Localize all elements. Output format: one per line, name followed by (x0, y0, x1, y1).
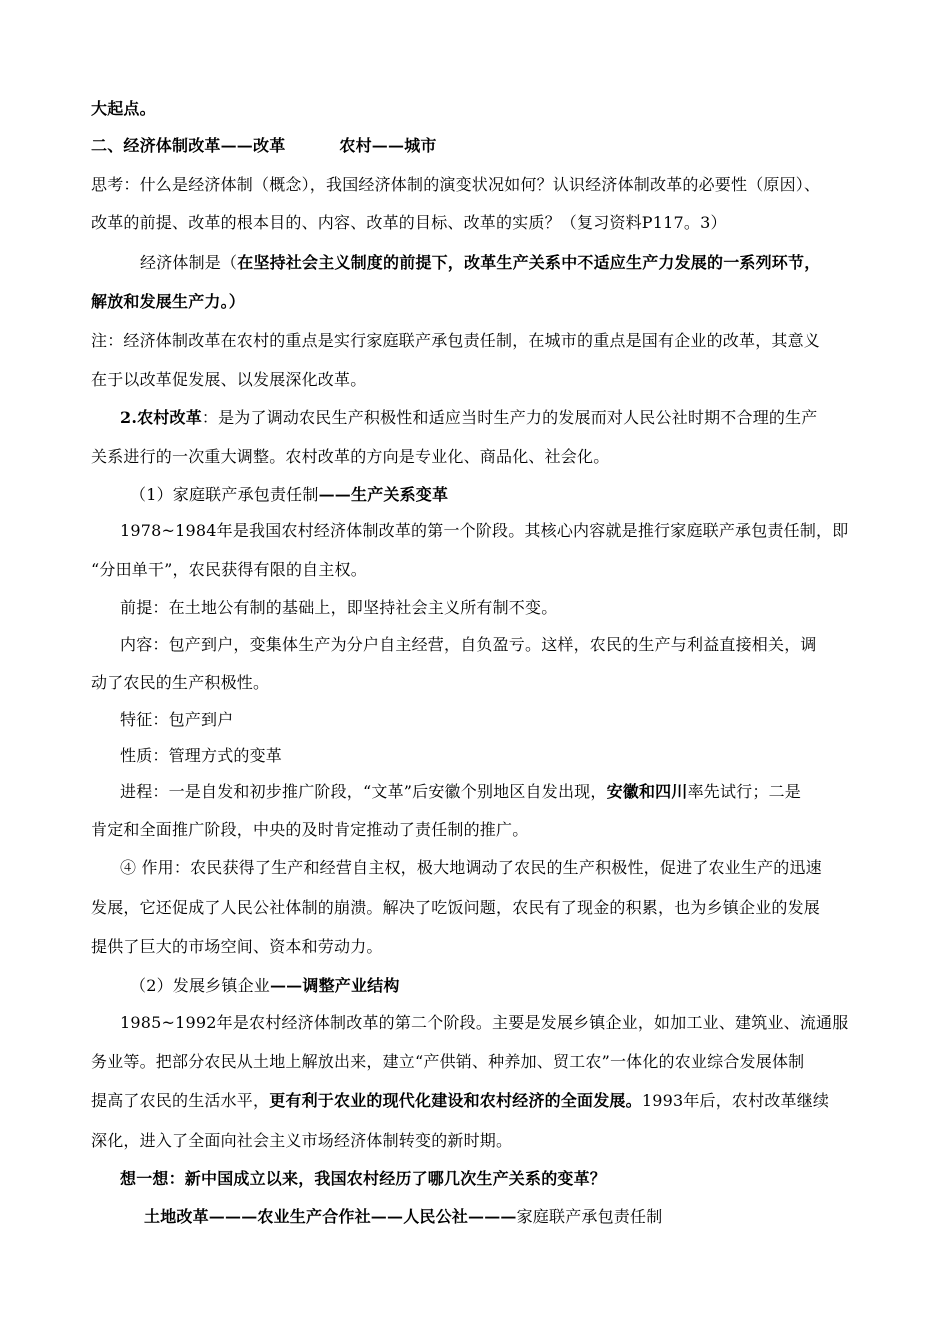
text-run: ：是为了调动农民生产积极性和适应当时生产力的发展而对人民公社时期不合理的生产 (201, 408, 818, 427)
text-run: 进程：一是自发和初步推广阶段，“文革”后安徽个别地区自发出现， (120, 782, 607, 801)
text-line: 前提：在土地公有制的基础上，即坚持社会主义所有制不变。 (120, 598, 558, 617)
text-line: 内容：包产到户，变集体生产为分户自主经营，自负盈亏。这样，农民的生产与利益直接相关，调 (120, 635, 817, 654)
text-run: 家庭联产承包责任制 (516, 1207, 663, 1226)
text-line: 1978~1984年是我国农村经济体制改革的第一个阶段。其核心内容就是推行家庭联产承包责任制，即 (120, 521, 849, 540)
subheading (130, 976, 400, 996)
text-line (144, 1207, 662, 1227)
text-line: 发展，它还促成了人民公社体制的崩溃。解决了吃饭问题，农民有了现金的积累，也为乡镇企业的发展 (91, 898, 821, 917)
text-line: 大起点。 (91, 99, 156, 118)
bold-text-run: ——调整产业结构 (269, 976, 400, 995)
text-line: 解放和发展生产力。） (91, 292, 246, 311)
text-line (120, 782, 801, 802)
text-run: 率先试行；二是 (687, 782, 801, 801)
text-line: 性质：管理方式的变革 (120, 746, 283, 765)
text-line: “分田单干”，农民获得有限的自主权。 (91, 560, 367, 579)
text-line (120, 408, 818, 428)
text-line: 动了农民的生产积极性。 (91, 673, 270, 692)
text-line: 务业等。把部分农民从土地上解放出来，建立“产供销、种养加、贸工农”一体化的农业综合发展体制 (91, 1052, 805, 1071)
bold-text-run: 在坚持社会主义制度的前提下，改革生产关系中不适应生产力发展的一系列环节， (237, 253, 821, 272)
text-line: 肯定和全面推广阶段，中央的及时肯定推动了责任制的推广。 (91, 820, 529, 839)
subheading (130, 485, 448, 505)
text-line: 改革的前提、改革的根本目的、内容、改革的目标、改革的实质？（复习资料P117。3） (91, 213, 727, 232)
text-line: 关系进行的一次重大调整。农村改革的方向是专业化、商品化、社会化。 (91, 447, 610, 466)
text-line: 在于以改革促发展、以发展深化改革。 (91, 370, 367, 389)
text-line: ④ 作用：农民获得了生产和经营自主权，极大地调动了农民的生产积极性，促进了农业生产的迅速 (120, 858, 822, 877)
section-heading (91, 136, 437, 156)
text-line: 注：经济体制改革在农村的重点是实行家庭联产承包责任制，在城市的重点是国有企业的改革，其意义 (91, 331, 821, 350)
text-line: 1985~1992年是农村经济体制改革的第二个阶段。主要是发展乡镇企业，如加工业、建筑业、流通服 (120, 1013, 849, 1032)
bold-text-run: 安徽和四川 (606, 782, 688, 801)
text-line: 深化，进入了全面向社会主义市场经济体制转变的新时期。 (91, 1131, 513, 1150)
text-run: （1）家庭联产承包责任制 (130, 485, 319, 504)
text-run: 经济体制是（ (140, 253, 238, 272)
text-line (91, 1091, 829, 1111)
question-line: 想一想：新中国成立以来，我国农村经历了哪几次生产关系的变革？ (120, 1169, 607, 1188)
heading-part: 二、经济体制改革——改革 (91, 136, 286, 155)
text-line (140, 253, 820, 273)
text-run: （2）发展乡镇企业 (130, 976, 270, 995)
bold-text-run: 更有利于农业的现代化建设和农村经济的全面发展。 (269, 1091, 642, 1110)
bold-text-run: 土地改革———农业生产合作社——人民公社——— (144, 1207, 517, 1226)
text-line: 提供了巨大的市场空间、资本和劳动力。 (91, 937, 383, 956)
bold-text-run: 2.农村改革 (120, 408, 202, 427)
text-run: 提高了农民的生活水平， (91, 1091, 270, 1110)
heading-part: 农村——城市 (339, 136, 437, 155)
text-line: 特征：包产到户 (120, 710, 234, 729)
text-run: 1993年后，农村改革继续 (641, 1091, 830, 1110)
text-line: 思考：什么是经济体制（概念），我国经济体制的演变状况如何？认识经济体制改革的必要性（原因）、 (91, 175, 821, 194)
bold-text-run: ——生产关系变革 (318, 485, 449, 504)
